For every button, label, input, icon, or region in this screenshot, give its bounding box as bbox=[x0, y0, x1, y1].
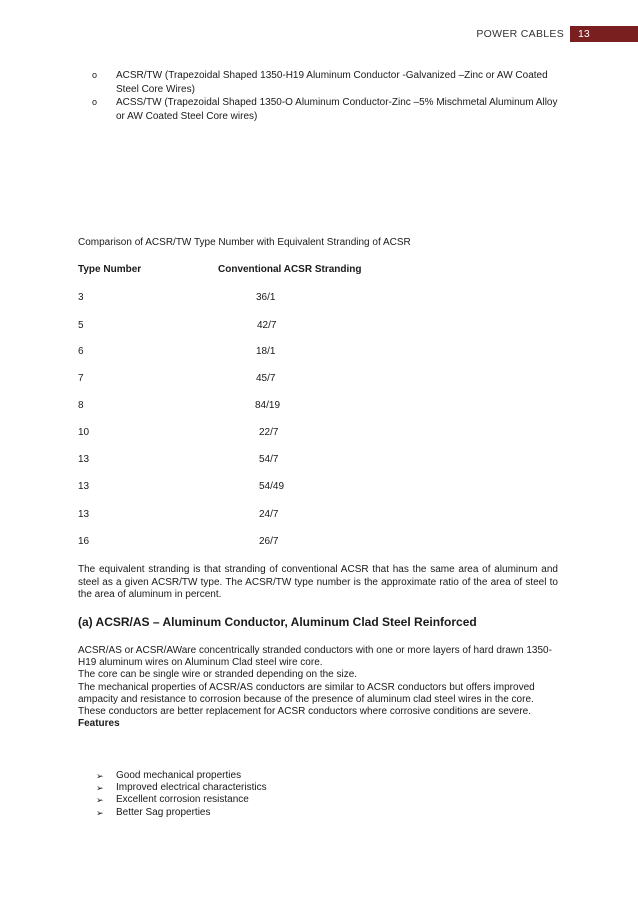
arrow-bullet-icon: ➢ bbox=[96, 807, 104, 818]
table-cell-stranding: 45/7 bbox=[256, 373, 276, 384]
list-item bbox=[96, 782, 267, 794]
feature-text: Excellent corrosion resistance bbox=[116, 794, 249, 806]
body-paragraph: The mechanical properties of ACSR/AS conductors are similar to ACSR conductors but offers improved ampacity and resistance to corrosion because of the presence of aluminum clad steel wires in the core. bbox=[78, 681, 535, 705]
table-cell-type: 13 bbox=[78, 509, 90, 520]
arrow-bullet-icon: ➢ bbox=[96, 771, 104, 781]
table-cell-type: 8 bbox=[78, 400, 84, 411]
features-list bbox=[96, 770, 267, 819]
table-cell-type: 16 bbox=[78, 536, 90, 547]
table-cell-type: 7 bbox=[78, 373, 84, 384]
list-item bbox=[92, 96, 562, 123]
arrow-bullet-icon: ➢ bbox=[96, 783, 104, 794]
list-item-text: ACSS/TW (Trapezoidal Shaped 1350-O Aluminum Conductor-Zinc –5% Mischmetal Aluminum Alloy or AW Coated Steel Core wires) bbox=[116, 97, 558, 122]
list-item bbox=[96, 807, 267, 819]
table-cell-stranding: 84/19 bbox=[255, 400, 281, 411]
equivalent-stranding-paragraph: The equivalent stranding is that stranding of conventional ACSR that has the same area of aluminum and steel as a given ACSR/TW type. The ACSR/TW type number is the approximate ratio of the area of steel to the area of aluminum in percent. bbox=[78, 564, 558, 600]
header-title: POWER CABLES bbox=[476, 28, 564, 40]
column-header-type: Type Number bbox=[78, 264, 142, 275]
table-cell-type: 10 bbox=[78, 427, 90, 438]
list-item bbox=[92, 69, 562, 96]
feature-text: Good mechanical properties bbox=[116, 770, 242, 781]
bullet-mark: o bbox=[92, 70, 98, 80]
table-cell-type: 5 bbox=[78, 320, 84, 331]
body-paragraph: The core can be single wire or stranded depending on the size. bbox=[78, 669, 358, 681]
list-item bbox=[96, 794, 267, 806]
table-cell-stranding: 24/7 bbox=[259, 509, 279, 520]
page-number: 13 bbox=[570, 26, 638, 42]
section-body bbox=[78, 645, 558, 730]
table-cell-stranding: 54/7 bbox=[259, 454, 279, 465]
arrow-bullet-icon: ➢ bbox=[96, 795, 104, 806]
table-cell-stranding: 26/7 bbox=[259, 536, 279, 547]
list-item-text: ACSR/TW (Trapezoidal Shaped 1350-H19 Aluminum Conductor -Galvanized –Zinc or AW Coated Steel Core Wires) bbox=[116, 70, 548, 95]
table-cell-stranding: 36/1 bbox=[256, 292, 276, 303]
top-bullet-list bbox=[92, 69, 562, 123]
table-cell-stranding: 42/7 bbox=[257, 320, 277, 331]
table-cell-type: 6 bbox=[78, 346, 84, 357]
table-cell-stranding: 54/49 bbox=[259, 481, 285, 492]
feature-text: Better Sag properties bbox=[116, 806, 211, 818]
table-cell-type: 13 bbox=[78, 481, 90, 492]
feature-text: Improved electrical characteristics bbox=[116, 782, 267, 794]
table-caption: Comparison of ACSR/TW Type Number with Equivalent Stranding of ACSR bbox=[78, 237, 411, 248]
list-item bbox=[96, 770, 267, 782]
body-paragraph: ACSR/AS or ACSR/AWare concentrically stranded conductors with one or more layers of hard drawn 1350-H19 aluminum wires on Aluminum Clad steel wire core. bbox=[78, 645, 552, 669]
table-cell-type: 3 bbox=[78, 292, 84, 303]
table-cell-type: 13 bbox=[78, 454, 90, 465]
page-header bbox=[476, 26, 638, 42]
body-paragraph: These conductors are better replacement for ACSR conductors where corrosive conditions are severe. bbox=[78, 706, 531, 718]
bullet-mark: o bbox=[92, 97, 98, 107]
features-label: Features bbox=[78, 718, 120, 730]
table-cell-stranding: 22/7 bbox=[259, 427, 279, 438]
table-cell-stranding: 18/1 bbox=[256, 346, 276, 357]
column-header-stranding: Conventional ACSR Stranding bbox=[218, 264, 362, 275]
section-heading: (a) ACSR/AS – Aluminum Conductor, Aluminum Clad Steel Reinforced bbox=[78, 615, 477, 629]
